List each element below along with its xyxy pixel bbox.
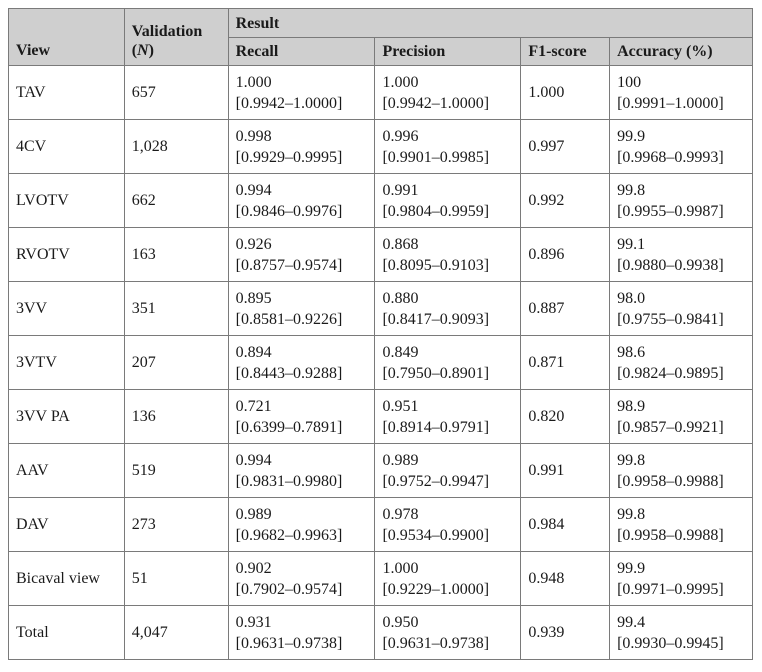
header-validation-label: Validation (131, 23, 203, 40)
table-body (9, 66, 753, 660)
cell-precision (375, 336, 521, 390)
cell-validation-n (124, 390, 228, 444)
precision-value: 0.951 (382, 397, 419, 415)
precision-ci: [0.9804–0.9959] (382, 202, 490, 220)
cell-recall (228, 228, 375, 282)
f1-value: 0.984 (528, 516, 565, 533)
recall-ci: [0.9682–0.9963] (235, 526, 343, 544)
cell-precision (375, 66, 521, 120)
validation-count: 136 (131, 408, 156, 425)
header-result: Result (228, 9, 752, 38)
precision-ci: [0.8417–0.9093] (382, 310, 490, 328)
cell-view (9, 444, 125, 498)
accuracy-value: 99.1 (617, 235, 646, 253)
cell-view (9, 174, 125, 228)
precision-value: 0.978 (382, 505, 419, 523)
precision-ci: [0.9631–0.9738] (382, 634, 490, 652)
table-row (9, 282, 753, 336)
recall-ci: [0.9831–0.9980] (235, 472, 343, 490)
cell-view (9, 282, 125, 336)
recall-value: 0.721 (235, 397, 272, 415)
recall-value: 0.895 (235, 289, 272, 307)
recall-ci: [0.8757–0.9574] (235, 256, 343, 274)
header-view: View (9, 9, 125, 66)
cell-accuracy (610, 120, 753, 174)
cell-precision (375, 390, 521, 444)
cell-precision (375, 282, 521, 336)
cell-f1-score (521, 174, 610, 228)
precision-ci: [0.9752–0.9947] (382, 472, 490, 490)
validation-count: 163 (131, 246, 156, 263)
validation-count: 519 (131, 462, 156, 479)
validation-count: 273 (131, 516, 156, 533)
cell-recall (228, 606, 375, 660)
accuracy-value: 98.6 (617, 343, 646, 361)
f1-value: 0.939 (528, 624, 565, 641)
cell-precision (375, 498, 521, 552)
recall-ci: [0.8581–0.9226] (235, 310, 343, 328)
accuracy-ci: [0.9880–0.9938] (617, 256, 724, 274)
view-name: RVOTV (16, 246, 70, 263)
accuracy-ci: [0.9968–0.9993] (617, 148, 724, 166)
f1-value: 0.997 (528, 138, 565, 155)
cell-validation-n (124, 552, 228, 606)
f1-value: 0.887 (528, 300, 565, 317)
precision-value: 0.989 (382, 451, 419, 469)
precision-value: 0.849 (382, 343, 419, 361)
f1-value: 1.000 (528, 84, 565, 101)
cell-view (9, 552, 125, 606)
recall-ci: [0.9846–0.9976] (235, 202, 343, 220)
table-header (9, 9, 753, 66)
precision-value: 0.996 (382, 127, 419, 145)
cell-validation-n (124, 174, 228, 228)
view-name: Total (16, 624, 49, 641)
recall-ci: [0.6399–0.7891] (235, 418, 343, 436)
accuracy-value: 98.0 (617, 289, 646, 307)
cell-accuracy (610, 282, 753, 336)
results-table (8, 8, 753, 660)
precision-ci: [0.9534–0.9900] (382, 526, 490, 544)
cell-validation-n (124, 120, 228, 174)
f1-value: 0.948 (528, 570, 565, 587)
cell-accuracy (610, 552, 753, 606)
header-recall: Recall (228, 38, 375, 66)
view-name: LVOTV (16, 192, 69, 209)
table-row (9, 552, 753, 606)
view-name: AAV (16, 462, 49, 479)
cell-validation-n (124, 444, 228, 498)
table-row (9, 174, 753, 228)
recall-value: 0.989 (235, 505, 272, 523)
cell-accuracy (610, 498, 753, 552)
accuracy-ci: [0.9991–1.0000] (617, 94, 724, 112)
cell-view (9, 606, 125, 660)
cell-f1-score (521, 120, 610, 174)
view-name: TAV (16, 84, 46, 101)
f1-value: 0.992 (528, 192, 565, 209)
table-row (9, 390, 753, 444)
view-name: 3VV (16, 300, 48, 317)
accuracy-ci: [0.9971–0.9995] (617, 580, 724, 598)
accuracy-value: 99.9 (617, 559, 646, 577)
recall-ci: [0.9631–0.9738] (235, 634, 343, 652)
validation-count: 4,047 (131, 624, 168, 641)
cell-accuracy (610, 66, 753, 120)
accuracy-value: 99.9 (617, 127, 646, 145)
accuracy-ci: [0.9824–0.9895] (617, 364, 724, 382)
precision-value: 0.880 (382, 289, 419, 307)
cell-view (9, 120, 125, 174)
precision-value: 1.000 (382, 559, 419, 577)
recall-value: 0.994 (235, 181, 272, 199)
cell-f1-score (521, 552, 610, 606)
cell-f1-score (521, 390, 610, 444)
cell-f1-score (521, 336, 610, 390)
cell-precision (375, 606, 521, 660)
recall-ci: [0.8443–0.9288] (235, 364, 343, 382)
cell-recall (228, 552, 375, 606)
cell-validation-n (124, 336, 228, 390)
precision-ci: [0.8095–0.9103] (382, 256, 490, 274)
accuracy-value: 99.8 (617, 181, 646, 199)
recall-ci: [0.9942–1.0000] (235, 94, 343, 112)
cell-validation-n (124, 606, 228, 660)
precision-ci: [0.9942–1.0000] (382, 94, 490, 112)
precision-ci: [0.9229–1.0000] (382, 580, 490, 598)
cell-recall (228, 120, 375, 174)
cell-validation-n (124, 498, 228, 552)
accuracy-value: 98.9 (617, 397, 646, 415)
accuracy-value: 99.8 (617, 505, 646, 523)
cell-recall (228, 282, 375, 336)
table-row (9, 66, 753, 120)
cell-view (9, 390, 125, 444)
accuracy-ci: [0.9958–0.9988] (617, 472, 724, 490)
cell-precision (375, 120, 521, 174)
view-name: 3VV PA (16, 408, 70, 425)
validation-count: 207 (131, 354, 156, 371)
cell-accuracy (610, 390, 753, 444)
cell-recall (228, 336, 375, 390)
cell-view (9, 228, 125, 282)
accuracy-value: 100 (617, 73, 642, 91)
cell-accuracy (610, 228, 753, 282)
precision-ci: [0.7950–0.8901] (382, 364, 490, 382)
table-row (9, 120, 753, 174)
table-row (9, 336, 753, 390)
cell-f1-score (521, 498, 610, 552)
precision-value: 0.991 (382, 181, 419, 199)
table-row (9, 228, 753, 282)
precision-value: 1.000 (382, 73, 419, 91)
cell-precision (375, 552, 521, 606)
accuracy-value: 99.4 (617, 613, 646, 631)
accuracy-ci: [0.9930–0.9945] (617, 634, 724, 652)
header-validation-n: N (137, 42, 149, 59)
recall-value: 0.998 (235, 127, 272, 145)
cell-accuracy (610, 174, 753, 228)
accuracy-ci: [0.9857–0.9921] (617, 418, 724, 436)
cell-f1-score (521, 228, 610, 282)
recall-ci: [0.9929–0.9995] (235, 148, 343, 166)
cell-validation-n (124, 282, 228, 336)
recall-value: 0.994 (235, 451, 272, 469)
header-validation: Validation (N) (124, 9, 228, 66)
header-accuracy: Accuracy (%) (610, 38, 753, 66)
cell-f1-score (521, 66, 610, 120)
recall-ci: [0.7902–0.9574] (235, 580, 343, 598)
cell-validation-n (124, 66, 228, 120)
cell-accuracy (610, 444, 753, 498)
cell-precision (375, 228, 521, 282)
recall-value: 0.894 (235, 343, 272, 361)
view-name: 3VTV (16, 354, 57, 371)
cell-recall (228, 444, 375, 498)
accuracy-ci: [0.9958–0.9988] (617, 526, 724, 544)
recall-value: 0.931 (235, 613, 272, 631)
cell-f1-score (521, 444, 610, 498)
cell-validation-n (124, 228, 228, 282)
view-name: Bicaval view (16, 570, 100, 587)
cell-recall (228, 174, 375, 228)
cell-precision (375, 444, 521, 498)
validation-count: 657 (131, 84, 156, 101)
recall-value: 0.926 (235, 235, 272, 253)
table-row (9, 444, 753, 498)
validation-count: 1,028 (131, 138, 168, 155)
precision-value: 0.950 (382, 613, 419, 631)
cell-f1-score (521, 606, 610, 660)
cell-recall (228, 498, 375, 552)
f1-value: 0.820 (528, 408, 565, 425)
precision-value: 0.868 (382, 235, 419, 253)
validation-count: 351 (131, 300, 156, 317)
recall-value: 1.000 (235, 73, 272, 91)
precision-ci: [0.8914–0.9791] (382, 418, 490, 436)
cell-f1-score (521, 282, 610, 336)
accuracy-ci: [0.9755–0.9841] (617, 310, 724, 328)
accuracy-value: 99.8 (617, 451, 646, 469)
f1-value: 0.991 (528, 462, 565, 479)
precision-ci: [0.9901–0.9985] (382, 148, 490, 166)
cell-precision (375, 174, 521, 228)
accuracy-ci: [0.9955–0.9987] (617, 202, 724, 220)
table-row (9, 498, 753, 552)
cell-view (9, 66, 125, 120)
validation-count: 662 (131, 192, 156, 209)
cell-recall (228, 390, 375, 444)
view-name: DAV (16, 516, 49, 533)
cell-view (9, 336, 125, 390)
cell-accuracy (610, 336, 753, 390)
header-f1-score: F1-score (521, 38, 610, 66)
header-precision: Precision (375, 38, 521, 66)
table-row (9, 606, 753, 660)
f1-value: 0.896 (528, 246, 565, 263)
f1-value: 0.871 (528, 354, 565, 371)
recall-value: 0.902 (235, 559, 272, 577)
validation-count: 51 (131, 570, 148, 587)
view-name: 4CV (16, 138, 47, 155)
cell-accuracy (610, 606, 753, 660)
cell-view (9, 498, 125, 552)
cell-recall (228, 66, 375, 120)
